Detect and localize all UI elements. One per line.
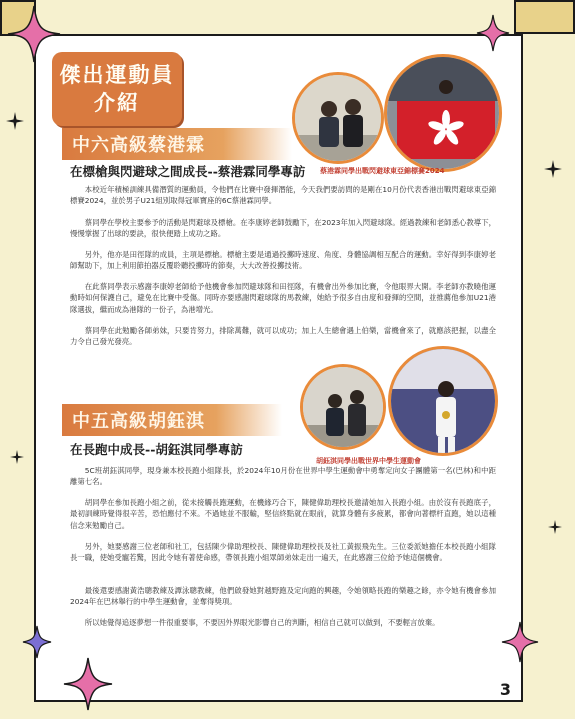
pink-star-icon: [476, 14, 510, 52]
page-title-line2: 介紹: [94, 90, 140, 115]
page-title-line1: 傑出運動員: [59, 62, 175, 87]
section-heading: 中六高級蔡港霖: [62, 128, 292, 160]
paragraph: 最後還要感謝黃浩聰教練及譚泳聰教練，他們啟發她對越野跑及定向跑的興趣，令她領略長跑的樂趣之餘，亦令她有機會參加2024年在巴林舉行的中學生運動會，並奪得獎項。: [70, 586, 496, 607]
photo-caption: 胡鈺淇同學出戰世界中學生運動會: [316, 457, 421, 465]
corner-decoration: [514, 0, 575, 34]
section-heading: 中五高級胡鈺淇: [62, 404, 282, 436]
paragraph: 另外，她要感謝三位老師和社工，包括陳少偉助理校長、陳健偉助理校長及社工黃振飛先生。三位委派她擔任本校長跑小組隊長一職，使她受寵若驚，因此令她有著使命感，帶領長跑小組眾師弟妹走出一遍天，在此感謝三位給予她這個機會。: [70, 542, 496, 563]
paragraph: 胡同學在參加長跑小組之前，從未接觸長跑運動，在機緣巧合下，陳健偉助理校長邀請她加入長跑小組。由於沒有長跑底子，最初訓練時覺得很辛苦，恐怕應付不來。不過她並不服輸，堅信終點就在眼前，就算身體有多疲累，都會向著標杆直跑，她以這種信念來勉勵自己。: [70, 498, 496, 530]
medal-photo: [388, 346, 498, 456]
sparkle-icon: [544, 160, 562, 178]
section-subheading: 在標槍與閃避球之間成長--蔡港霖同學專訪: [70, 164, 306, 179]
purple-star-icon: [22, 625, 52, 659]
paragraph: 本校近年積極訓練具備潛質的運動員，令他們在比賽中發揮潛能，今天我們要訪問的是剛在10月份代表香港出戰閃避球東亞錦標賽2024，並於男子U21組別取得冠軍寶座的6C蔡港霖同學。: [70, 185, 496, 206]
paragraph: 蔡同學在此勉勵各師弟妹，只要肯努力，排除萬難，就可以成功；加上人生總會遇上伯樂，當機會來了，就應該把握，以盡全力令自己發光發亮。: [70, 326, 496, 347]
page-title: [52, 52, 182, 126]
sparkle-icon: [10, 450, 24, 464]
section-subheading: 在長跑中成長--胡鈺淇同學專訪: [70, 442, 243, 457]
paragraph: 5C班胡鈺淇同學，現身兼本校長跑小組隊長，於2024年10月份在世界中學生運動會中勇奪定向女子團體第一名(巴林)和中距離第七名。: [70, 466, 496, 487]
sparkle-icon: [6, 112, 24, 130]
flag-photo: [384, 54, 502, 172]
paragraph: 在此蔡同學表示感謝李康婷老師給予他機會參加閃避球隊和田徑隊，有機會出外參加比賽，令他眼界大開。李老師亦教曉他運動時如何保護自己，避免在比賽中受傷。同時亦要感謝閃避球隊的馬教練，她給予很多自由度和發揮的空間，並推薦他參加U21港隊選拔，繼而成為港隊的一份子，為港增光。: [70, 282, 496, 314]
pink-star-icon: [62, 656, 114, 712]
pink-star-icon: [500, 620, 540, 664]
paragraph: 蔡同學在學校主要參予的活動是閃避球及標槍。在李康婷老師鼓勵下，在2023年加入閃避球隊。經過教練和老師悉心教導下，慢慢掌握了出球的要訣，很快便踏上成功之路。: [70, 218, 496, 239]
award-photo: [292, 72, 384, 164]
photo-caption: 蔡港霖同學出戰閃避球東亞錦標賽2024: [320, 167, 445, 175]
sparkle-icon: [548, 520, 562, 534]
paragraph: 所以她覺得追逐夢想一件很重要事，不要因外界眼光影響自己的判斷，相信自己就可以做到，不要輕言放棄。: [84, 618, 440, 627]
award-photo: [300, 364, 386, 450]
paragraph: 另外，他亦是田徑隊的成員，主項是標槍。標槍主要是通過投擲時速度、角度、身體協調相互配合的運動。幸好得到李康婷老師幫助下，加上利用節拍器反覆聆聽投擲時的節奏，大大改善投擲技術。: [70, 250, 496, 271]
page-number: 3: [499, 680, 511, 699]
